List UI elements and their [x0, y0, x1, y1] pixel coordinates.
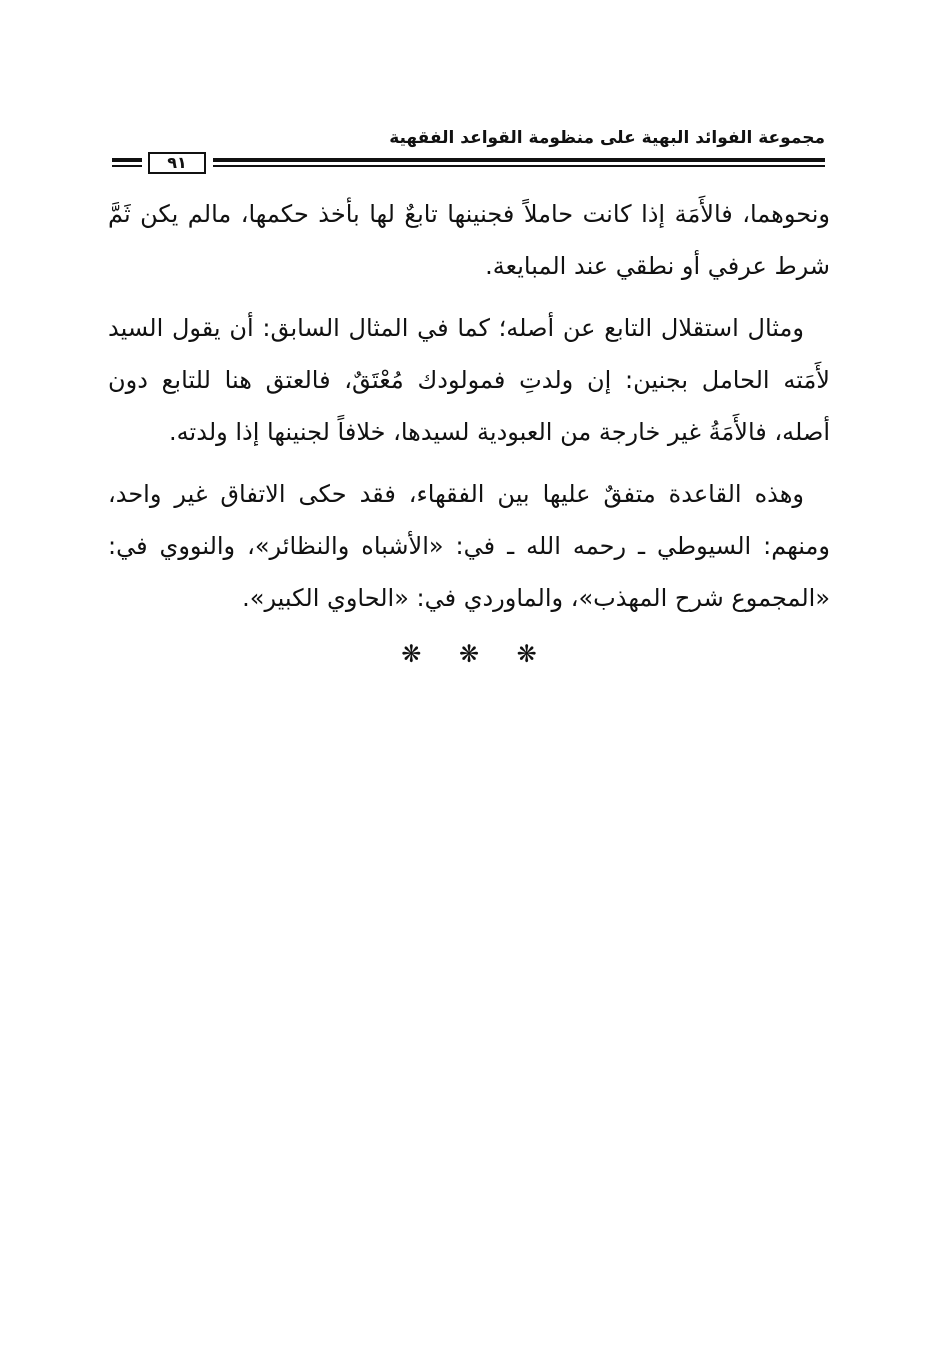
page-number: ٩١ [148, 152, 206, 174]
header-rule-right-thick [213, 158, 825, 162]
header-rule [112, 152, 825, 176]
header-rule-right-thin [213, 165, 825, 167]
asterism-ornament-icon: ❋ [516, 640, 537, 668]
section-end-ornaments [108, 634, 830, 674]
asterism-ornament-icon: ❋ [458, 640, 480, 668]
header-rule-left-thick [112, 158, 142, 162]
running-header: مجموعة الفوائد البهية على منظومة القواعد الفقهية [389, 128, 825, 148]
header-rule-left-thin [112, 165, 142, 167]
asterism-ornament-icon: ❋ [401, 640, 422, 668]
body-text [108, 188, 830, 674]
paragraph-1: ونحوهما، فالأَمَة إذا كانت حاملاً فجنينها تابعٌ لها بأخذ حكمها، مالم يكن ثَمَّ شرط عرفي أو نطقي عند المبايعة. [108, 200, 830, 280]
paragraph-2: ومثال استقلال التابع عن أصله؛ كما في المثال السابق: أن يقول السيد لأَمَته الحامل بجنين: إن ولدتِ فمولودك مُعْتَقٌ، فالعتق هنا للتابع دون أصله، فالأَمَةُ غير خارجة من العبودية لسيدها، خلافاً لجنينها إذا ولدته. [108, 314, 830, 446]
paragraph-3: وهذه القاعدة متفقٌ عليها بين الفقهاء، فقد حكى الاتفاق غير واحد، ومنهم: السيوطي ـ رحمه الله ـ في: «الأشباه والنظائر»، والنووي في: «المجموع شرح المهذب»، والماوردي في: «الحاوي الكبير». [108, 480, 830, 612]
